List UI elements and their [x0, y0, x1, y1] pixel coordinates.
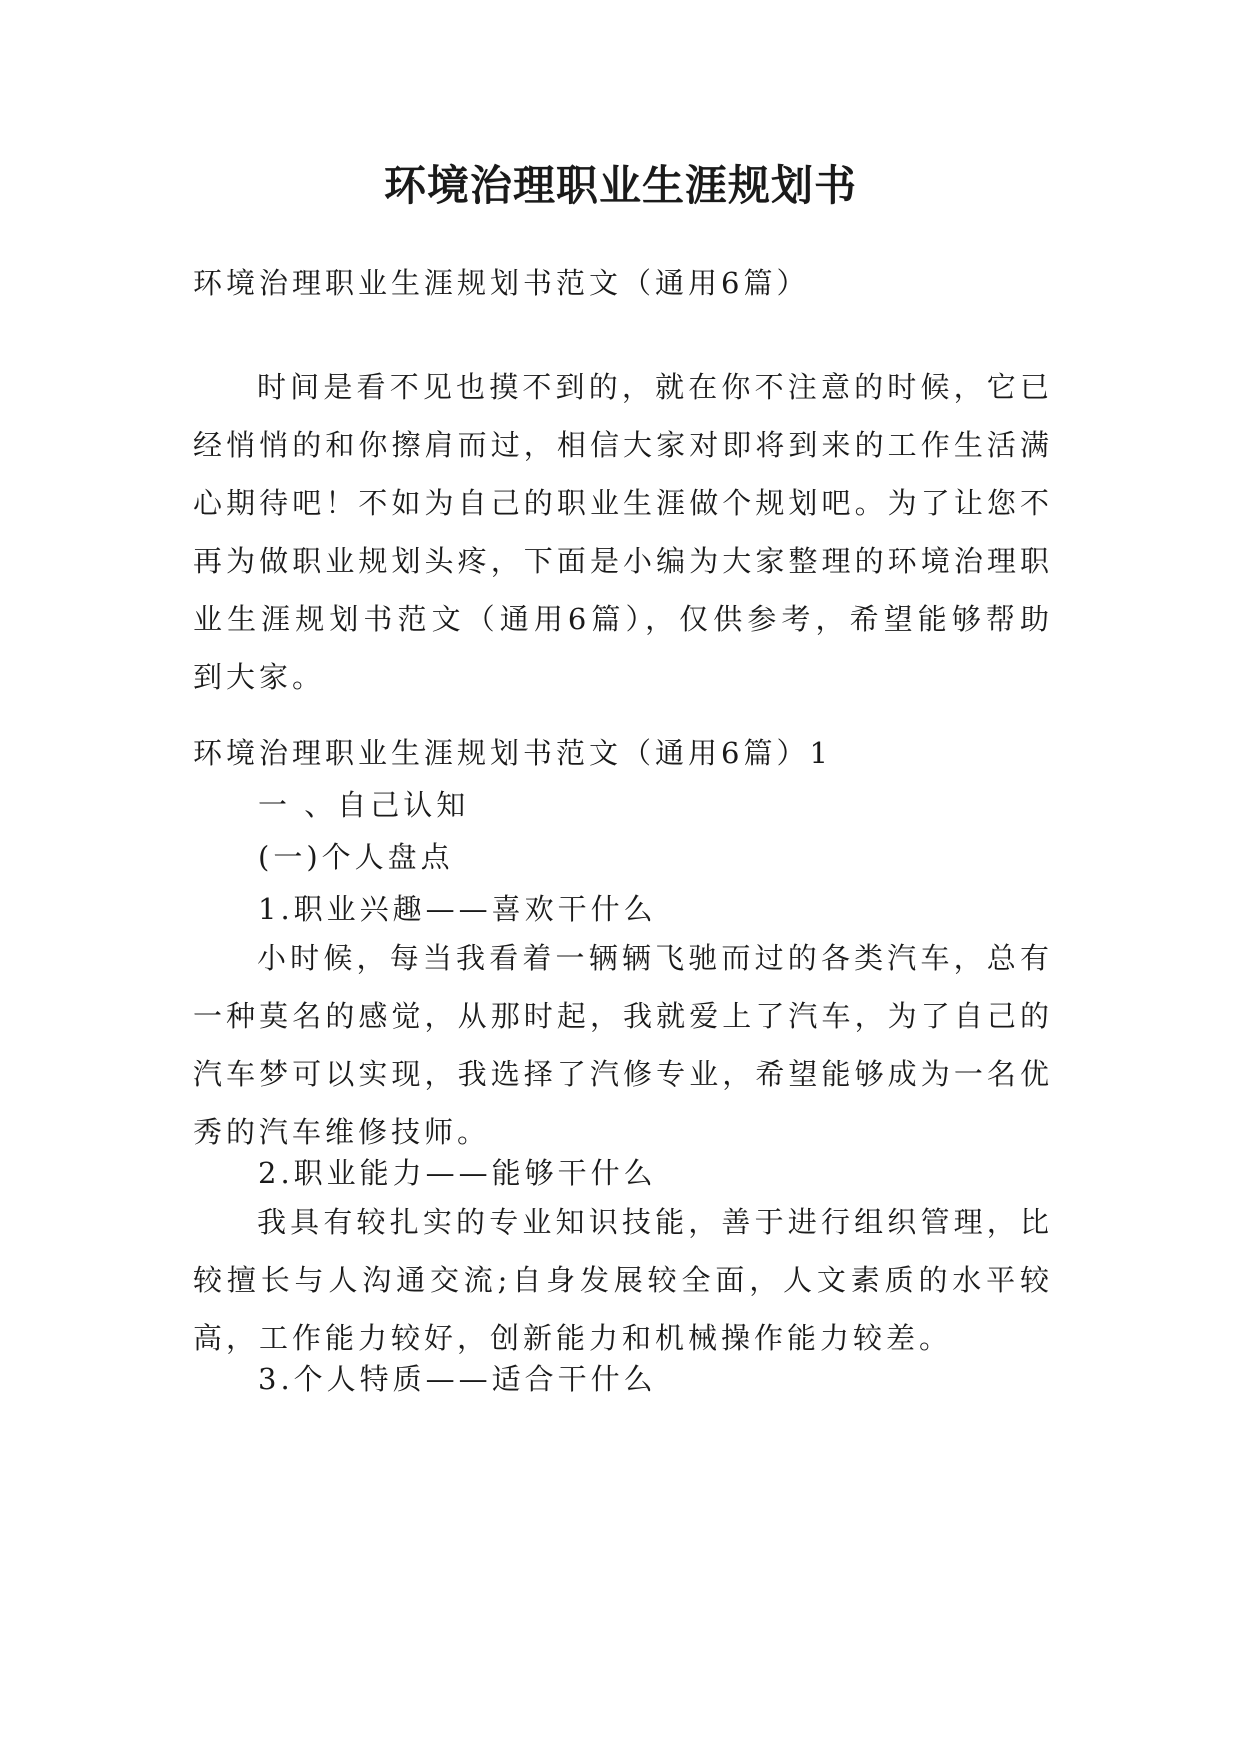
- intro-paragraph: 时间是看不见也摸不到的，就在你不注意的时候，它已经悄悄的和你擦肩而过，相信大家对即将到来的工作生活满心期待吧！不如为自己的职业生涯做个规划吧。为了让您不再为做职业规划头疼，下面是小编为大家整理的环境治理职业生涯规划书范文（通用6篇），仅供参考，希望能够帮助到大家。: [193, 370, 1053, 694]
- document-title: 环境治理职业生涯规划书: [383, 161, 857, 210]
- heading-personal-inventory: (一)个人盘点: [258, 840, 454, 874]
- document-subtitle: 环境治理职业生涯规划书范文（通用6篇）: [193, 266, 810, 300]
- career-ability-paragraph: 我具有较扎实的专业知识技能，善于进行组织管理，比较擅长与人沟通交流;自身发展较全面，人文素质的水平较高，工作能力较好，创新能力和机械操作能力较差。: [193, 1205, 1053, 1355]
- item-career-ability: 2.职业能力——能够干什么: [258, 1156, 657, 1190]
- heading-self-awareness: 一 、自己认知: [258, 788, 470, 822]
- item-career-interest: 1.职业兴趣——喜欢干什么: [258, 892, 657, 926]
- career-interest-paragraph: 小时候，每当我看着一辆辆飞驰而过的各类汽车，总有一种莫名的感觉，从那时起，我就爱上了汽车，为了自己的汽车梦可以实现，我选择了汽修专业，希望能够成为一名优秀的汽车维修技师。: [193, 941, 1053, 1149]
- item-personal-traits: 3.个人特质——适合干什么: [258, 1362, 657, 1396]
- section-title: 环境治理职业生涯规划书范文（通用6篇）1: [193, 736, 832, 770]
